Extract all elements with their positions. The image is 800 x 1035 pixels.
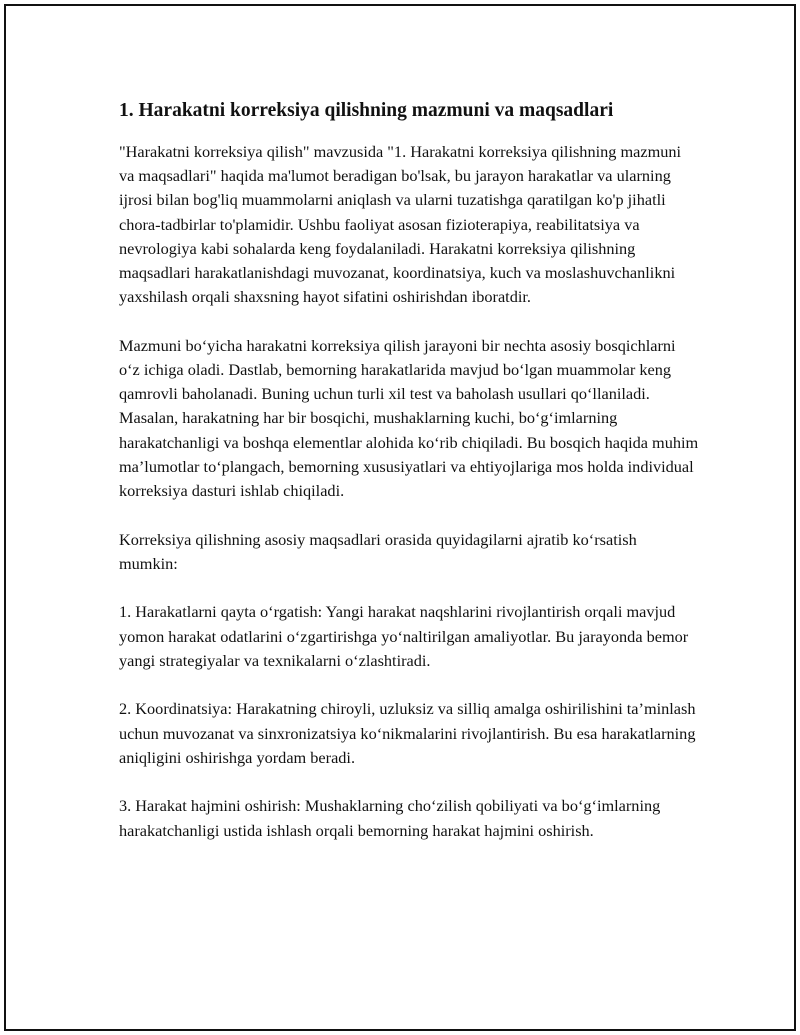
document-body xyxy=(119,98,699,867)
list-item-goal-1: 1. Harakatlarni qayta o‘rgatish: Yangi harakat naqshlarini rivojlantirish orqali mavjud yomon harakat odatlarini o‘zgartirishga yo‘naltirilgan amaliyotlar. Bu jarayonda bemor yangi strategiyalar va texnikalarni o‘zlashtiradi. xyxy=(119,602,689,670)
page-frame xyxy=(4,4,796,1031)
paragraph-content: Mazmuni bo‘yicha harakatni korreksiya qilish jarayoni bir nechta asosiy bosqichlarni o‘z ichiga oladi. Dastlab, bemorning harakatlarida mavjud bo‘lgan muammolar keng qamrovli baholanadi. Buning uchun turli xil test va baholash usullari qo‘llaniladi. Masalan, harakatning har bir bosqichi, mushaklarning kuchi, bo‘g‘imlarning harakatchanligi va boshqa elementlar alohida ko‘rib chiqiladi. Bu bosqich haqida muhim ma’lumotlar to‘plangach, bemorning xususiyatlari va ehtiyojlariga mos holda individual korreksiya dasturi ishlab chiqiladi. xyxy=(119,335,699,501)
list-item-goal-2: 2. Koordinatsiya: Harakatning chiroyli, uzluksiz va silliq amalga oshirilishini ta’minlash uchun muvozanat va sinxronizatsiya ko‘nikmalarini rivojlantirish. Bu esa harakatlarning aniqligini oshirishga yordam beradi. xyxy=(119,699,696,767)
list-item-goal-3: 3. Harakat hajmini oshirish: Mushaklarning cho‘zilish qobiliyati va bo‘g‘imlarning harakatchanligi ustida ishlash orqali bemorning harakat hajmini oshirish. xyxy=(119,796,661,840)
paragraph-intro: "Harakatni korreksiya qilish" mavzusida "1. Harakatni korreksiya qilishning mazmuni va maqsadlari" haqida ma'lumot beradigan bo'lsak, bu jarayon harakatlar va ularning ijrosi bilan bog'liq muammolarni aniqlash va ularni tuzatishga qaratilgan ko'p jihatli chora-tadbirlar to'plamidir. Ushbu faoliyat asosan fizioterapiya, reabilitatsiya va nevrologiya kabi sohalarda keng foydalaniladi. Harakatni korreksiya qilishning maqsadlari harakatlanishdagi muvozanat, koordinatsiya, kuch va moslashuvchanlikni yaxshilash orqali shaxsning hayot sifatini oshirishdan iboratdir. xyxy=(119,142,682,307)
document-title: 1. Harakatni korreksiya qilishning mazmuni va maqsadlari xyxy=(119,100,614,121)
paragraph-goals-intro: Korreksiya qilishning asosiy maqsadlari orasida quyidagilarni ajratib ko‘rsatish mumkin: xyxy=(119,529,637,573)
